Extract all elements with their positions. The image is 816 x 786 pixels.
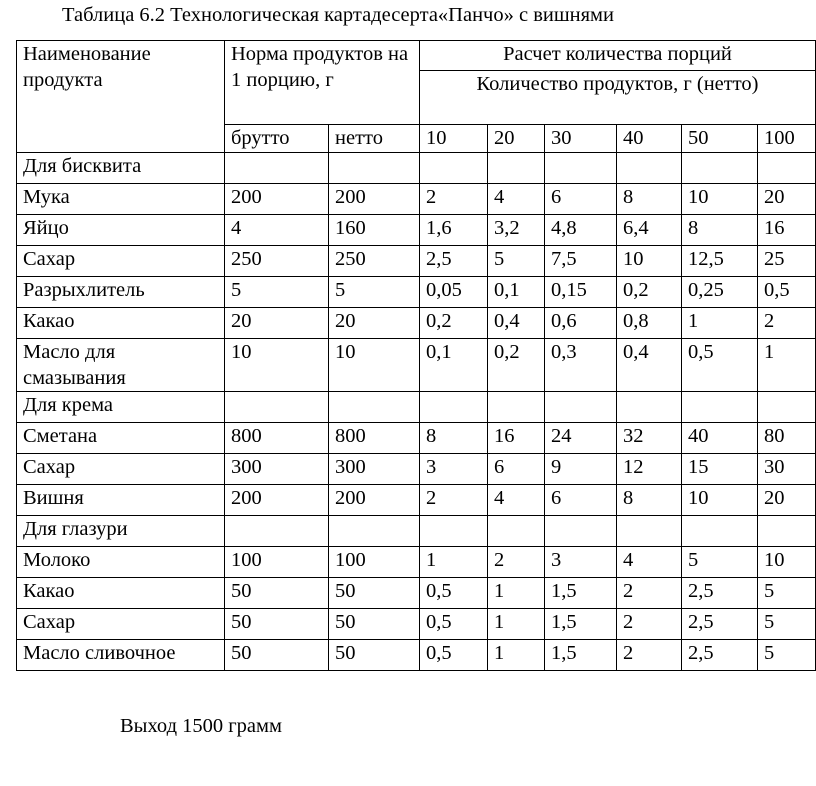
value-cell: 5 — [758, 578, 816, 609]
empty-cell — [488, 392, 545, 423]
section-label: Для глазури — [17, 516, 225, 547]
product-name: Какао — [17, 578, 225, 609]
empty-cell — [545, 516, 617, 547]
value-cell: 2 — [488, 547, 545, 578]
empty-cell — [758, 516, 816, 547]
header-portion: 50 — [682, 125, 758, 153]
value-cell: 0,1 — [488, 277, 545, 308]
value-cell: 160 — [329, 215, 420, 246]
value-cell: 50 — [225, 578, 329, 609]
table-row — [17, 423, 816, 454]
empty-cell — [329, 516, 420, 547]
value-cell: 8 — [682, 215, 758, 246]
value-cell: 800 — [225, 423, 329, 454]
section-label: Для бисквита — [17, 153, 225, 184]
value-cell: 24 — [545, 423, 617, 454]
header-portion: 100 — [758, 125, 816, 153]
product-name: Разрыхлитель — [17, 277, 225, 308]
value-cell: 4 — [488, 485, 545, 516]
value-cell: 7,5 — [545, 246, 617, 277]
table-row — [17, 454, 816, 485]
product-name: Мука — [17, 184, 225, 215]
table-body — [17, 41, 816, 671]
value-cell: 0,5 — [682, 339, 758, 392]
table-row — [17, 215, 816, 246]
value-cell: 16 — [488, 423, 545, 454]
value-cell: 0,5 — [420, 578, 488, 609]
value-cell: 40 — [682, 423, 758, 454]
empty-cell — [682, 392, 758, 423]
table-row — [17, 246, 816, 277]
value-cell: 50 — [329, 578, 420, 609]
header-portion: 30 — [545, 125, 617, 153]
table-row — [17, 277, 816, 308]
value-cell: 20 — [329, 308, 420, 339]
value-cell: 8 — [617, 184, 682, 215]
value-cell: 9 — [545, 454, 617, 485]
value-cell: 20 — [758, 485, 816, 516]
value-cell: 0,5 — [758, 277, 816, 308]
output-yield: Выход 1500 грамм — [120, 715, 282, 737]
section-label: Для крема — [17, 392, 225, 423]
value-cell: 0,2 — [617, 277, 682, 308]
value-cell: 4 — [617, 547, 682, 578]
value-cell: 100 — [225, 547, 329, 578]
value-cell: 30 — [758, 454, 816, 485]
value-cell: 10 — [758, 547, 816, 578]
header-row-1 — [17, 41, 816, 71]
value-cell: 6 — [545, 184, 617, 215]
product-name: Масло для смазывания — [17, 339, 225, 392]
empty-cell — [225, 516, 329, 547]
value-cell: 5 — [682, 547, 758, 578]
value-cell: 8 — [420, 423, 488, 454]
value-cell: 4 — [488, 184, 545, 215]
header-qty: Количество продуктов, г (нетто) — [420, 71, 816, 125]
empty-cell — [420, 153, 488, 184]
value-cell: 2 — [758, 308, 816, 339]
table-row — [17, 640, 816, 671]
header-portion: 10 — [420, 125, 488, 153]
value-cell: 1,6 — [420, 215, 488, 246]
table-row — [17, 184, 816, 215]
section-row — [17, 153, 816, 184]
value-cell: 0,2 — [420, 308, 488, 339]
value-cell: 2 — [420, 485, 488, 516]
table-row — [17, 308, 816, 339]
value-cell: 0,1 — [420, 339, 488, 392]
value-cell: 1 — [420, 547, 488, 578]
value-cell: 4,8 — [545, 215, 617, 246]
value-cell: 3 — [420, 454, 488, 485]
value-cell: 200 — [225, 184, 329, 215]
value-cell: 300 — [329, 454, 420, 485]
empty-cell — [682, 153, 758, 184]
empty-cell — [545, 153, 617, 184]
value-cell: 2,5 — [682, 578, 758, 609]
empty-cell — [420, 392, 488, 423]
table-row — [17, 339, 816, 392]
empty-cell — [488, 516, 545, 547]
product-name: Вишня — [17, 485, 225, 516]
value-cell: 5 — [488, 246, 545, 277]
value-cell: 250 — [329, 246, 420, 277]
value-cell: 10 — [682, 485, 758, 516]
value-cell: 80 — [758, 423, 816, 454]
product-name: Сахар — [17, 609, 225, 640]
value-cell: 0,5 — [420, 640, 488, 671]
value-cell: 2 — [617, 609, 682, 640]
value-cell: 5 — [225, 277, 329, 308]
value-cell: 10 — [329, 339, 420, 392]
product-name: Молоко — [17, 547, 225, 578]
value-cell: 0,5 — [420, 609, 488, 640]
value-cell: 20 — [225, 308, 329, 339]
header-name: Наименование продукта — [17, 41, 225, 153]
value-cell: 16 — [758, 215, 816, 246]
value-cell: 10 — [682, 184, 758, 215]
recipe-table — [16, 40, 816, 671]
empty-cell — [545, 392, 617, 423]
header-netto: нетто — [329, 125, 420, 153]
header-calc: Расчет количества порций — [420, 41, 816, 71]
empty-cell — [225, 153, 329, 184]
value-cell: 2 — [617, 640, 682, 671]
value-cell: 50 — [329, 640, 420, 671]
value-cell: 50 — [329, 609, 420, 640]
empty-cell — [329, 392, 420, 423]
product-name: Какао — [17, 308, 225, 339]
value-cell: 0,15 — [545, 277, 617, 308]
product-name: Сахар — [17, 454, 225, 485]
empty-cell — [682, 516, 758, 547]
value-cell: 2,5 — [682, 640, 758, 671]
value-cell: 1 — [488, 609, 545, 640]
value-cell: 0,8 — [617, 308, 682, 339]
value-cell: 100 — [329, 547, 420, 578]
value-cell: 1 — [682, 308, 758, 339]
value-cell: 32 — [617, 423, 682, 454]
empty-cell — [488, 153, 545, 184]
empty-cell — [758, 392, 816, 423]
value-cell: 20 — [758, 184, 816, 215]
product-name: Масло сливочное — [17, 640, 225, 671]
value-cell: 300 — [225, 454, 329, 485]
empty-cell — [225, 392, 329, 423]
header-norm: Норма продуктов на 1 порцию, г — [225, 41, 420, 125]
value-cell: 5 — [758, 609, 816, 640]
empty-cell — [758, 153, 816, 184]
table-row — [17, 485, 816, 516]
value-cell: 1,5 — [545, 578, 617, 609]
empty-cell — [617, 153, 682, 184]
product-name: Яйцо — [17, 215, 225, 246]
value-cell: 2 — [420, 184, 488, 215]
empty-cell — [329, 153, 420, 184]
value-cell: 5 — [758, 640, 816, 671]
value-cell: 5 — [329, 277, 420, 308]
value-cell: 0,3 — [545, 339, 617, 392]
value-cell: 3,2 — [488, 215, 545, 246]
value-cell: 0,4 — [488, 308, 545, 339]
value-cell: 4 — [225, 215, 329, 246]
value-cell: 15 — [682, 454, 758, 485]
value-cell: 25 — [758, 246, 816, 277]
value-cell: 6,4 — [617, 215, 682, 246]
value-cell: 2,5 — [420, 246, 488, 277]
value-cell: 200 — [329, 184, 420, 215]
product-name: Сахар — [17, 246, 225, 277]
value-cell: 50 — [225, 640, 329, 671]
value-cell: 0,05 — [420, 277, 488, 308]
value-cell: 10 — [225, 339, 329, 392]
value-cell: 50 — [225, 609, 329, 640]
value-cell: 0,6 — [545, 308, 617, 339]
empty-cell — [617, 516, 682, 547]
value-cell: 0,25 — [682, 277, 758, 308]
value-cell: 6 — [488, 454, 545, 485]
header-brutto: брутто — [225, 125, 329, 153]
value-cell: 0,4 — [617, 339, 682, 392]
value-cell: 200 — [225, 485, 329, 516]
section-row — [17, 392, 816, 423]
value-cell: 12 — [617, 454, 682, 485]
value-cell: 10 — [617, 246, 682, 277]
table-row — [17, 578, 816, 609]
value-cell: 1 — [488, 578, 545, 609]
value-cell: 800 — [329, 423, 420, 454]
section-row — [17, 516, 816, 547]
value-cell: 1,5 — [545, 609, 617, 640]
value-cell: 1 — [488, 640, 545, 671]
value-cell: 2 — [617, 578, 682, 609]
product-name: Сметана — [17, 423, 225, 454]
empty-cell — [617, 392, 682, 423]
table-caption: Таблица 6.2 Технологическая картадесерта«Панчо» с вишнями — [62, 4, 614, 26]
table-row — [17, 609, 816, 640]
value-cell: 8 — [617, 485, 682, 516]
value-cell: 2,5 — [682, 609, 758, 640]
header-portion: 20 — [488, 125, 545, 153]
value-cell: 200 — [329, 485, 420, 516]
value-cell: 12,5 — [682, 246, 758, 277]
table-row — [17, 547, 816, 578]
value-cell: 3 — [545, 547, 617, 578]
empty-cell — [420, 516, 488, 547]
value-cell: 1,5 — [545, 640, 617, 671]
value-cell: 1 — [758, 339, 816, 392]
value-cell: 250 — [225, 246, 329, 277]
value-cell: 0,2 — [488, 339, 545, 392]
value-cell: 6 — [545, 485, 617, 516]
header-portion: 40 — [617, 125, 682, 153]
